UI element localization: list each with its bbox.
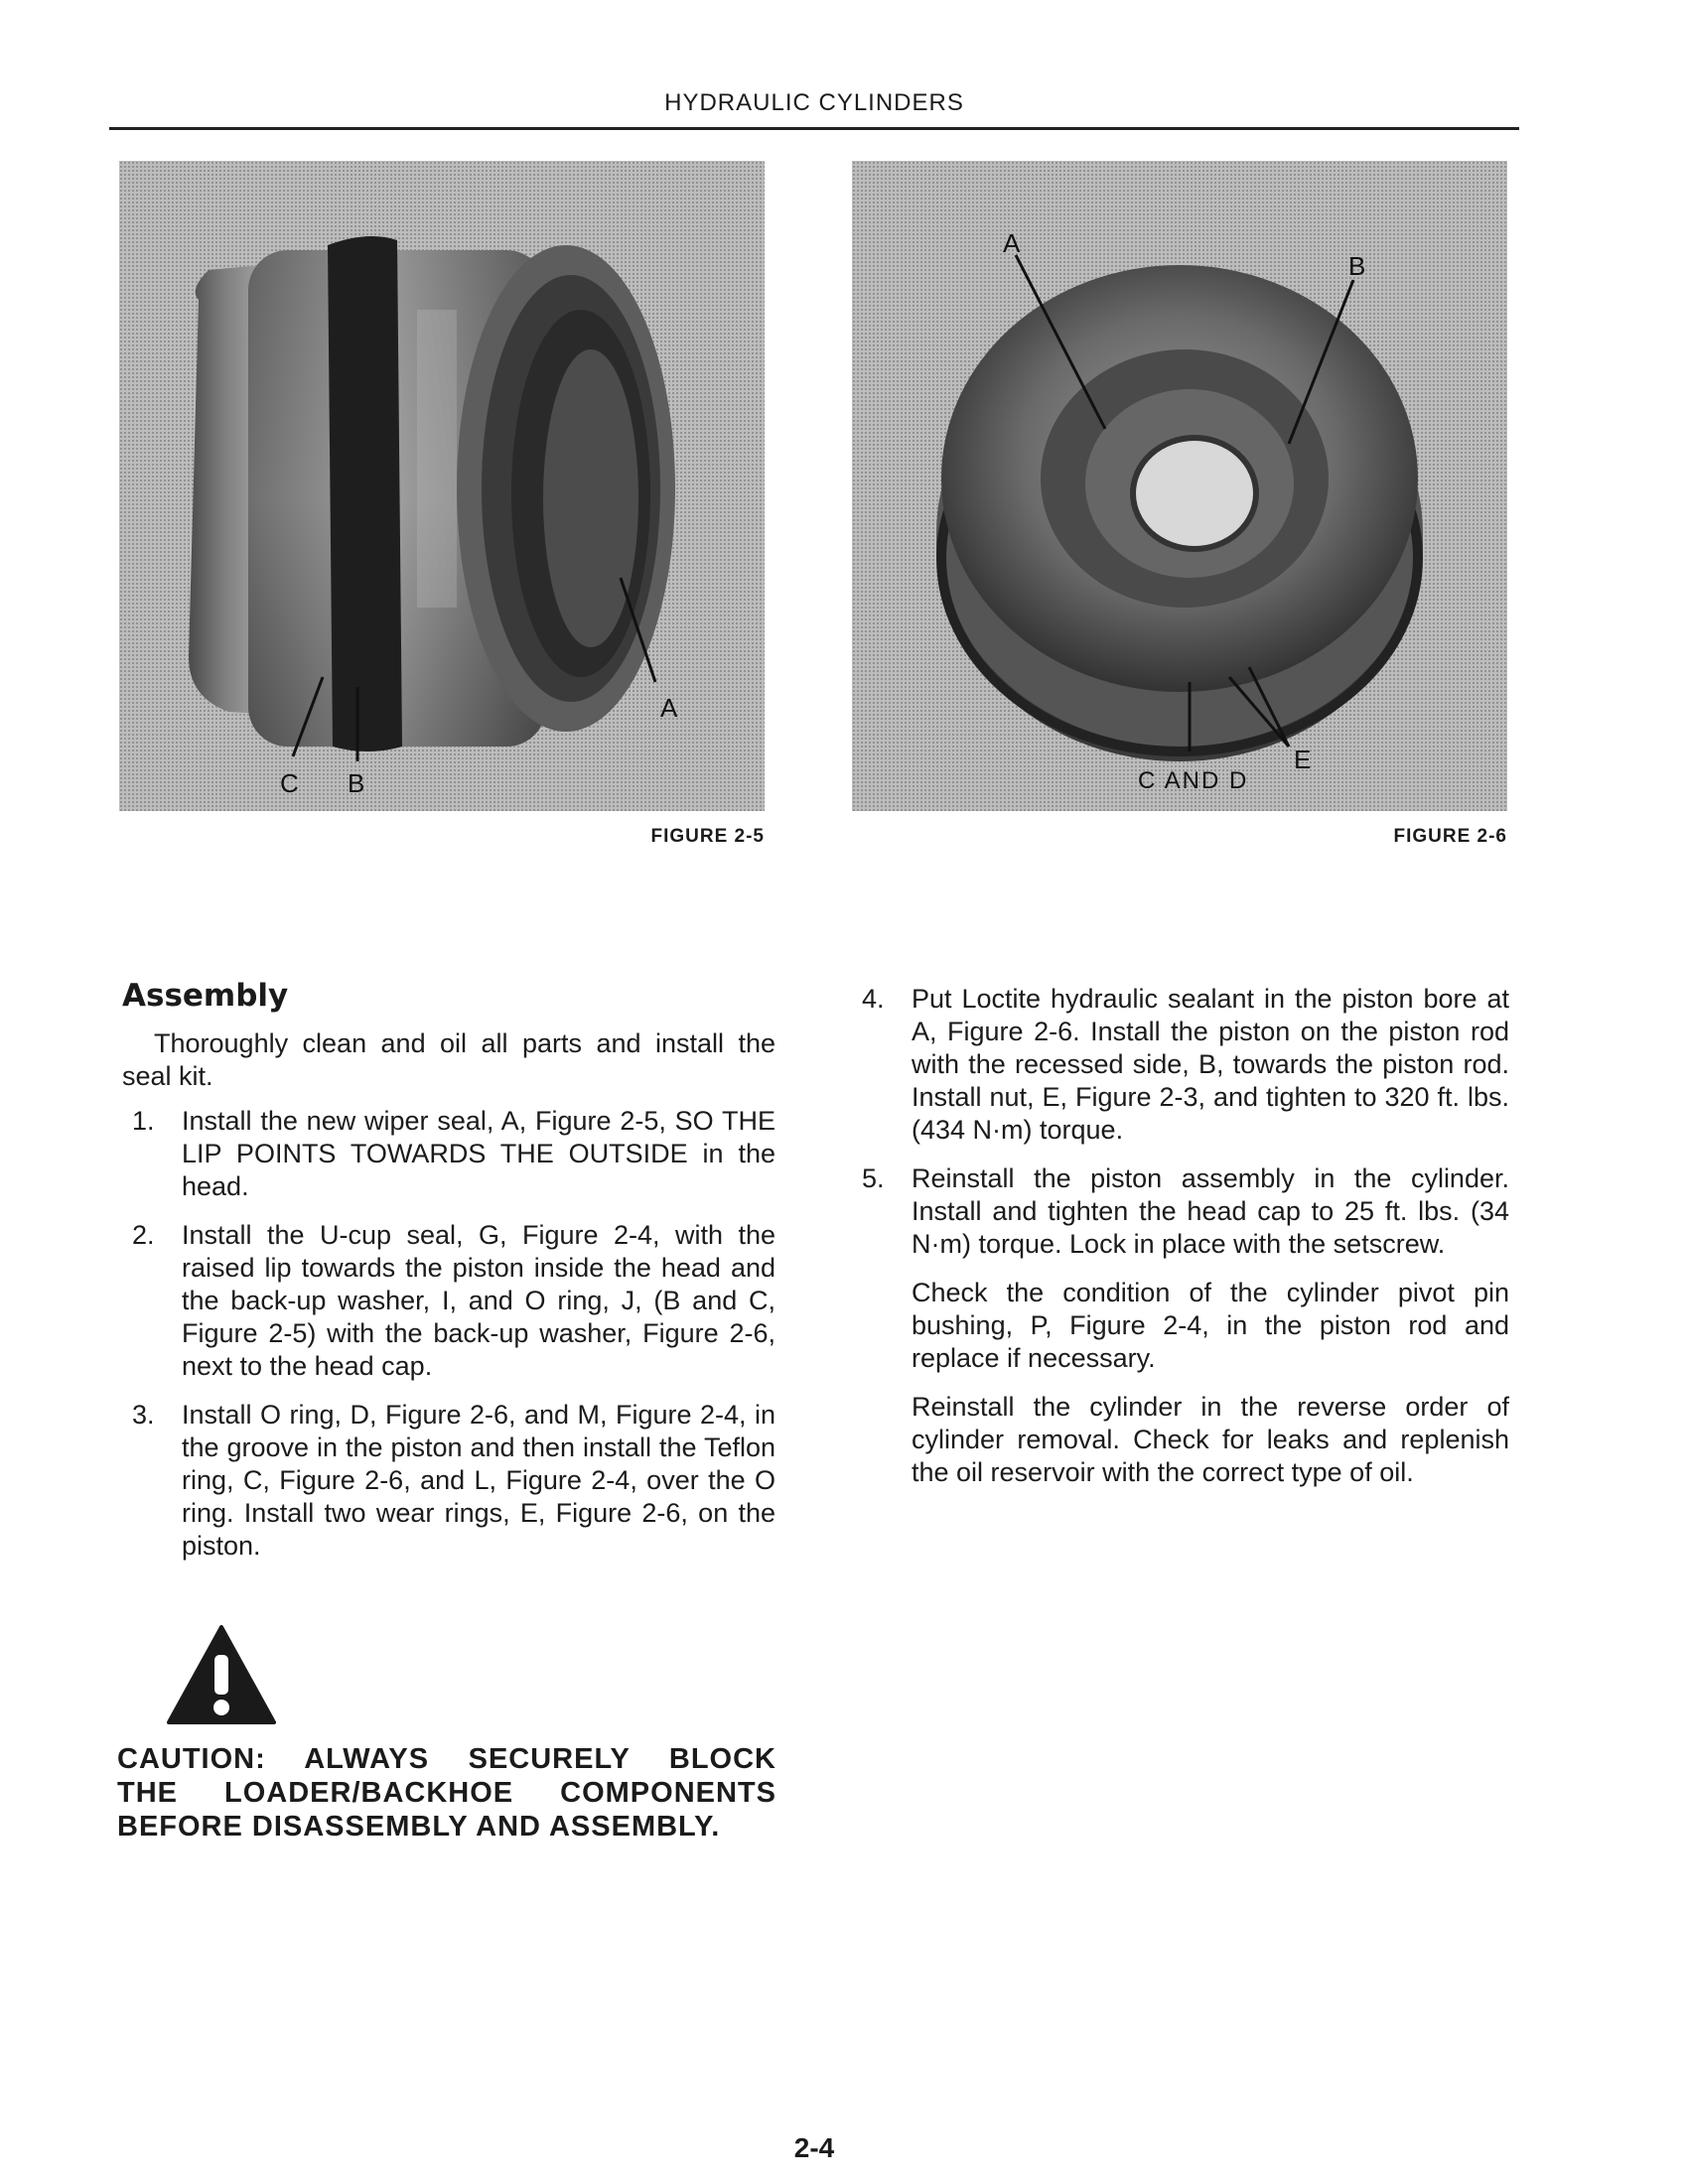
step-item xyxy=(122,1399,775,1563)
callout-label-b: B xyxy=(1348,251,1366,281)
step-number: 4. xyxy=(862,984,885,1014)
steps-list-right xyxy=(852,983,1509,1261)
intro-paragraph: Thoroughly clean and oil all parts and install the seal kit. xyxy=(122,1028,775,1091)
left-column xyxy=(122,1027,775,1578)
section-title: Assembly xyxy=(122,978,289,1014)
step-number: 2. xyxy=(132,1220,155,1250)
callout-label-b: B xyxy=(348,768,365,798)
step-text: Install the new wiper seal, A, Figure 2-5, SO THE LIP POINTS TOWARDS THE OUTSIDE in the head. xyxy=(182,1106,775,1201)
warning-triangle-icon xyxy=(167,1625,276,1724)
figure-2-5-caption: FIGURE 2-5 xyxy=(650,826,765,847)
step-item xyxy=(122,1105,775,1203)
figure-2-5-photo xyxy=(119,161,765,811)
step-item xyxy=(122,1219,775,1383)
figure-2-6-photo xyxy=(852,161,1507,811)
step-item xyxy=(852,983,1509,1147)
header-rule xyxy=(109,127,1519,130)
caution-line: BEFORE DISASSEMBLY AND ASSEMBLY. xyxy=(117,1811,721,1843)
step-text: Reinstall the piston assembly in the cylinder. Install and tighten the head cap to 25 ft. lbs. (34 N·m) torque. Lock in place with the setscrew. xyxy=(912,1163,1509,1259)
step-number: 3. xyxy=(132,1400,155,1430)
callout-label-c-and-d: C AND D xyxy=(1138,767,1249,794)
caution-notice xyxy=(117,1742,776,1843)
figure-2-6-caption: FIGURE 2-6 xyxy=(1393,826,1507,847)
step-text: Put Loctite hydraulic sealant in the piston bore at A, Figure 2-6. Install the piston on the piston rod with the recessed side, B, towards the piston rod. Install nut, E, Figure 2-3, and tighten to 320 ft. lbs. (434 N·m) torque. xyxy=(912,984,1509,1145)
callout-label-e: E xyxy=(1294,745,1312,774)
running-header: HYDRAULIC CYLINDERS xyxy=(664,89,964,116)
step-number: 5. xyxy=(862,1163,885,1193)
callout-label-a: A xyxy=(660,693,678,723)
callout-label-a: A xyxy=(1003,228,1021,258)
step-number: 1. xyxy=(132,1106,155,1136)
caution-line: CAUTION: ALWAYS SECURELY BLOCK xyxy=(117,1743,776,1775)
caution-line: THE LOADER/BACKHOE COMPONENTS xyxy=(117,1777,776,1809)
right-column xyxy=(852,983,1509,1505)
page-number: 2-4 xyxy=(793,2132,835,2163)
paragraph-bushing: Check the condition of the cylinder pivot pin bushing, P, Figure 2-4, in the piston rod and replace if necessary. xyxy=(912,1278,1509,1373)
step-text: Install O ring, D, Figure 2-6, and M, Figure 2-4, in the groove in the piston and then install the Teflon ring, C, Figure 2-6, and L, Figure 2-4, over the O ring. Install two wear rings, E, Figure 2-6, on the piston. xyxy=(182,1400,775,1561)
steps-list-left xyxy=(122,1105,775,1563)
paragraph-reinstall: Reinstall the cylinder in the reverse order of cylinder removal. Check for leaks and replenish the oil reservoir with the correct type of oil. xyxy=(912,1392,1509,1487)
step-item xyxy=(852,1162,1509,1261)
step-text: Install the U-cup seal, G, Figure 2-4, with the raised lip towards the piston inside the head and the back-up washer, I, and O ring, J, (B and C, Figure 2-5) with the back-up washer, Figure 2-6, next to the head cap. xyxy=(182,1220,775,1381)
callout-label-c: C xyxy=(280,768,299,798)
